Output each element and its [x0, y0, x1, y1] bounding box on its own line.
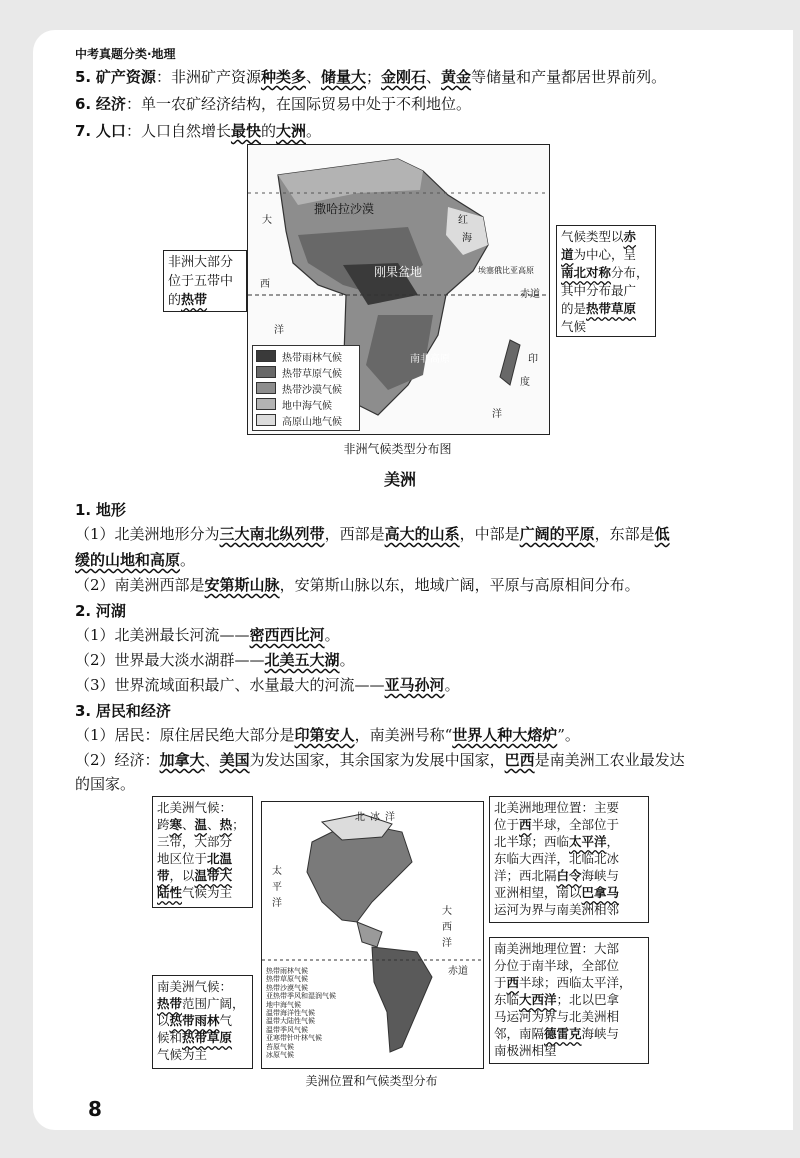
- na-position-note: 北美洲地理位置：主要 位于西半球，全部位于 北半球；西临太平洋， 东临大西洋，北临北冰 洋；西北隔白令海峡与 亚洲相望，南以巴拿马 运河为界与南美洲相邻: [489, 796, 649, 923]
- africa-climate-map: [247, 144, 550, 435]
- africa-map-caption: 非洲气候类型分布图: [343, 442, 452, 456]
- america-economy-1-cont: 的国家。: [75, 775, 136, 793]
- america-economy-1: （2）经济：加拿大、美国为发达国家，其余国家为发展中国家，巴西是南美洲工农业最发达: [75, 751, 685, 769]
- america-map-caption: 美洲位置和气候类型分布: [305, 1074, 438, 1088]
- africa-climate-note: 气候类型以赤 道为中心，呈 南北对称分布， 其中分布最广 的是热带草原 气候: [556, 225, 656, 337]
- america-topic-1: 1. 地形: [75, 501, 126, 519]
- america-legend: 热带雨林气候 热带草原气候 热带沙漠气候 亚热带季风和湿润气候 地中海气候 温带海洋性气候 温带大陆性气候 温带季风气候 亚寒带针叶林气候 苔原气候 冰原气候: [266, 967, 336, 1060]
- atlantic-label-1: 大: [262, 215, 272, 226]
- america-river-1: （1）北美洲最长河流——密西西比河。: [75, 626, 340, 644]
- red-sea-label-2: 海: [462, 233, 472, 244]
- item-5-minerals: 5. 矿产资源：非洲矿产资源种类多、储量大；金刚石、黄金等储量和产量都居世界前列。: [75, 68, 667, 86]
- indian-label-1: 印: [528, 354, 538, 365]
- africa-zone-note: 非洲大部分 位于五带中 的热带: [163, 250, 247, 312]
- america-terrain-2: （2）南美洲西部是安第斯山脉，安第斯山脉以东，地域广阔，平原与高原相间分布。: [75, 576, 640, 594]
- america-river-3: （3）世界流域面积最广、水量最大的河流——亚马孙河。: [75, 676, 460, 694]
- america-people-1: （1）居民：原住居民绝大部分是印第安人，南美洲号称“世界人种大熔炉”。: [75, 726, 580, 744]
- section-title-america: 美洲: [383, 470, 416, 489]
- running-header: 中考真题分类·地理: [75, 47, 176, 61]
- america-river-2: （2）世界最大淡水湖群——北美五大湖。: [75, 651, 355, 669]
- legend-item: 高原山地气候: [256, 412, 356, 428]
- item-6-economy: 6. 经济：单一农矿经济结构，在国际贸易中处于不利地位。: [75, 95, 471, 113]
- america-topic-3: 3. 居民和经济: [75, 702, 171, 720]
- indian-label-2: 度: [520, 377, 530, 388]
- legend-item: 热带草原气候: [256, 364, 356, 380]
- ethiopia-plateau-label: 埃塞俄比亚高原: [478, 266, 534, 275]
- legend-item: 热带雨林气候: [256, 348, 356, 364]
- indian-label-3: 洋: [492, 409, 502, 420]
- item-7-population: 7. 人口：人口自然增长最快的大洲。: [75, 122, 322, 140]
- congo-basin-label: 刚果盆地: [374, 265, 423, 279]
- america-topic-2: 2. 河湖: [75, 602, 126, 620]
- na-climate-note: 北美洲气候： 跨寒、温、热； 三带，大部分 地区位于北温 带，以温带大 陆性气候为主: [152, 796, 253, 908]
- atlantic-label-3: 洋: [274, 325, 284, 336]
- sahara-label: 撒哈拉沙漠: [314, 202, 375, 216]
- america-climate-map: 北 冰 洋 太 平 洋 大 西 洋 赤道 热带雨林气候 热带草原气候 热带沙漠气候 亚热带季风和湿润气候 地中海气候 温带海洋性气候 温带大陆性气候 温带季风气候 亚寒带针叶林气候 苔原气候 冰原气候: [261, 801, 484, 1069]
- equator-label: 赤道: [520, 289, 540, 300]
- legend-item: 地中海气候: [256, 396, 356, 412]
- america-terrain-1: （1）北美洲地形分为三大南北纵列带，西部是高大的山系，中部是广阔的平原，东部是低: [75, 525, 670, 543]
- africa-legend: [252, 345, 360, 431]
- atlantic-label-2: 西: [260, 279, 270, 290]
- sa-position-note: 南美洲地理位置：大部 分位于南半球，全部位 于西半球；西临太平洋， 东临大西洋；北以巴拿 马运河为界与北美洲相 邻，南隔德雷克海峡与 南极洲相望: [489, 937, 649, 1064]
- sa-climate-note: 南美洲气候： 热带范围广阔， 以热带雨林气 候和热带草原 气候为主: [152, 975, 253, 1069]
- america-terrain-1-cont: 缓的山地和高原。: [75, 551, 196, 569]
- red-sea-label-1: 红: [458, 215, 468, 226]
- page-number: 8: [88, 1097, 102, 1121]
- legend-item: 热带沙漠气候: [256, 380, 356, 396]
- south-africa-plateau-label: 南非高原: [410, 354, 450, 365]
